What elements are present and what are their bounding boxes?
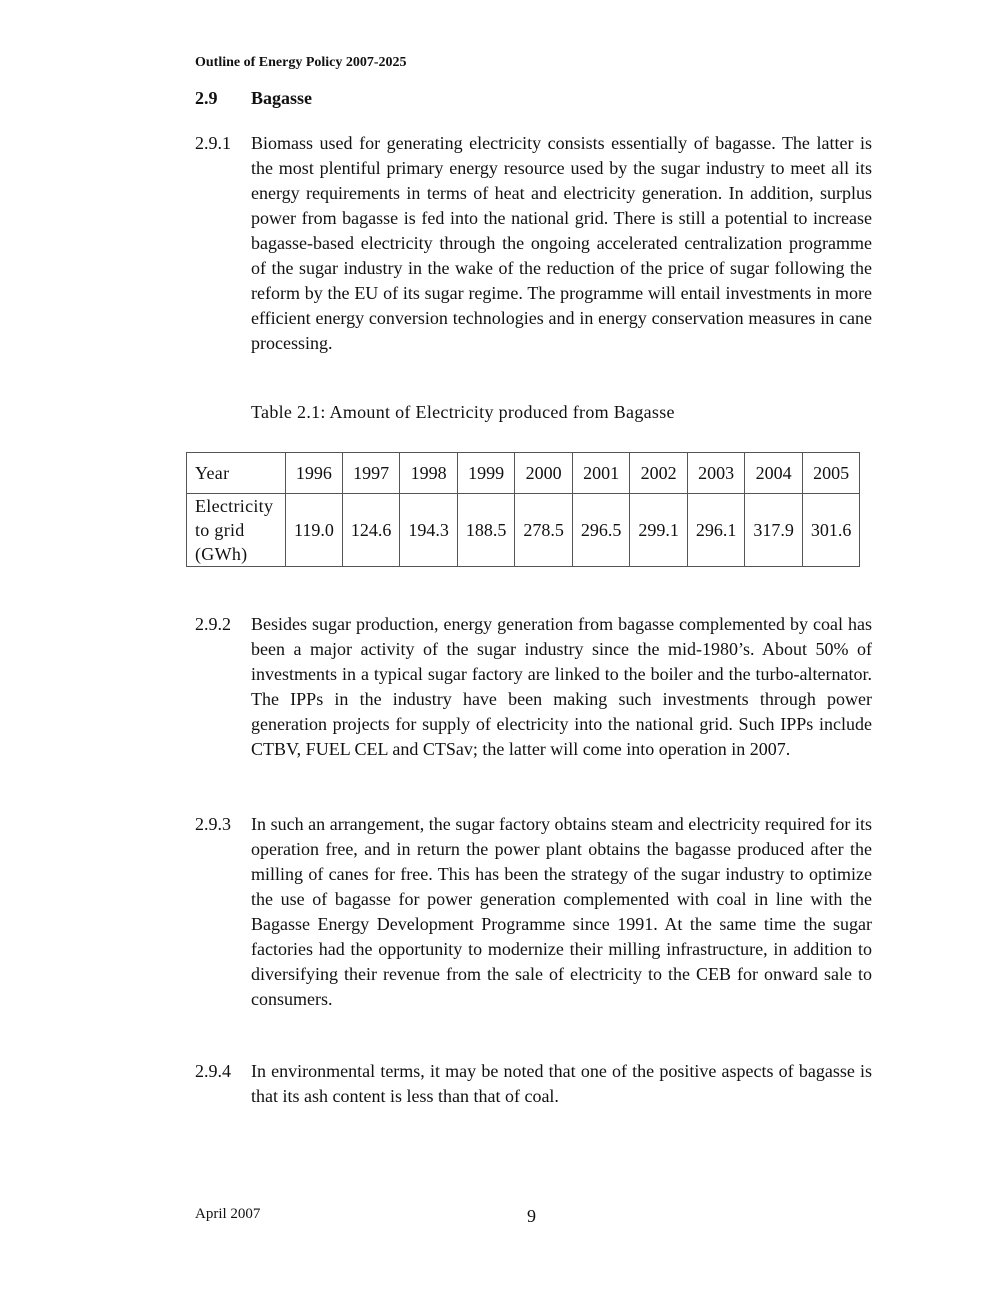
paragraph-number: 2.9.3 [195,814,231,834]
document-header: Outline of Energy Policy 2007-2025 [195,55,407,70]
table-row-electricity [187,494,860,567]
paragraph-text: Besides sugar production, energy generation from bagasse complemented by coal has been a major activity of the sugar industry since the mid-1980’s. About 50% of investments in a typical sugar factory are linked to the boiler and the turbo-alternator. The IPPs in the industry have been making such investments through power generation projects for supply of electricity into the national grid. Such IPPs include CTBV, FUEL CEL and CTSav; the latter will come into operation in 2007. [251,614,872,759]
electricity-table [186,452,860,567]
year-cell: 2003 [687,453,745,494]
year-cell: 1996 [286,453,343,494]
table-caption: Table 2.1: Amount of Electricity produced from Bagasse [251,402,675,422]
value-cell: 278.5 [515,494,573,567]
value-cell: 299.1 [630,494,688,567]
footer-date: April 2007 [195,1206,261,1222]
value-cell: 296.1 [687,494,745,567]
section-heading [195,88,312,109]
value-cell: 194.3 [400,494,458,567]
year-cell: 1999 [457,453,515,494]
year-cell: 1998 [400,453,458,494]
paragraph-2-9-2 [195,612,872,762]
paragraph-2-9-4 [195,1059,872,1109]
paragraph-text: Biomass used for generating electricity consists essentially of bagasse. The latter is the most plentiful primary energy resource used by the sugar industry to meet all its energy requirements in terms of heat and electricity generation. In addition, surplus power from bagasse is fed into the national grid. There is still a potential to increase bagasse-based electricity through the ongoing accelerated centralization programme of the sugar industry in the wake of the reduction of the price of sugar following the reform by the EU of its sugar regime. The programme will entail investments in more efficient energy conversion technologies and in energy conservation measures in cane processing. [251,133,872,353]
page-number: 9 [527,1206,536,1226]
year-cell: 1997 [342,453,400,494]
row-header-electricity: Electricity to grid (GWh) [187,494,286,567]
value-cell: 301.6 [802,494,860,567]
year-cell: 2000 [515,453,573,494]
paragraph-text: In environmental terms, it may be noted that one of the positive aspects of bagasse is that its ash content is less than that of coal. [251,1061,872,1106]
paragraph-number: 2.9.2 [195,614,231,634]
section-number: 2.9 [195,88,218,108]
paragraph-2-9-1 [195,131,872,356]
paragraph-number: 2.9.1 [195,133,231,153]
row-header-year: Year [187,453,286,494]
paragraph-number: 2.9.4 [195,1061,231,1081]
section-title: Bagasse [251,88,313,108]
year-cell: 2004 [745,453,803,494]
table-row-years [187,453,860,494]
value-cell: 124.6 [342,494,400,567]
value-cell: 317.9 [745,494,803,567]
value-cell: 188.5 [457,494,515,567]
year-cell: 2002 [630,453,688,494]
year-cell: 2005 [802,453,860,494]
year-cell: 2001 [572,453,630,494]
paragraph-2-9-3 [195,812,872,1012]
paragraph-text: In such an arrangement, the sugar factory obtains steam and electricity required for its operation free, and in return the power plant obtains the bagasse produced after the milling of canes for free. This has been the strategy of the sugar industry to optimize the use of bagasse for power generation complemented with coal in line with the Bagasse Energy Development Programme since 1991. At the same time the sugar factories had the opportunity to modernize their milling infrastructure, in addition to diversifying their revenue from the sale of electricity to the CEB for onward sale to consumers. [251,814,872,1009]
value-cell: 296.5 [572,494,630,567]
value-cell: 119.0 [286,494,343,567]
